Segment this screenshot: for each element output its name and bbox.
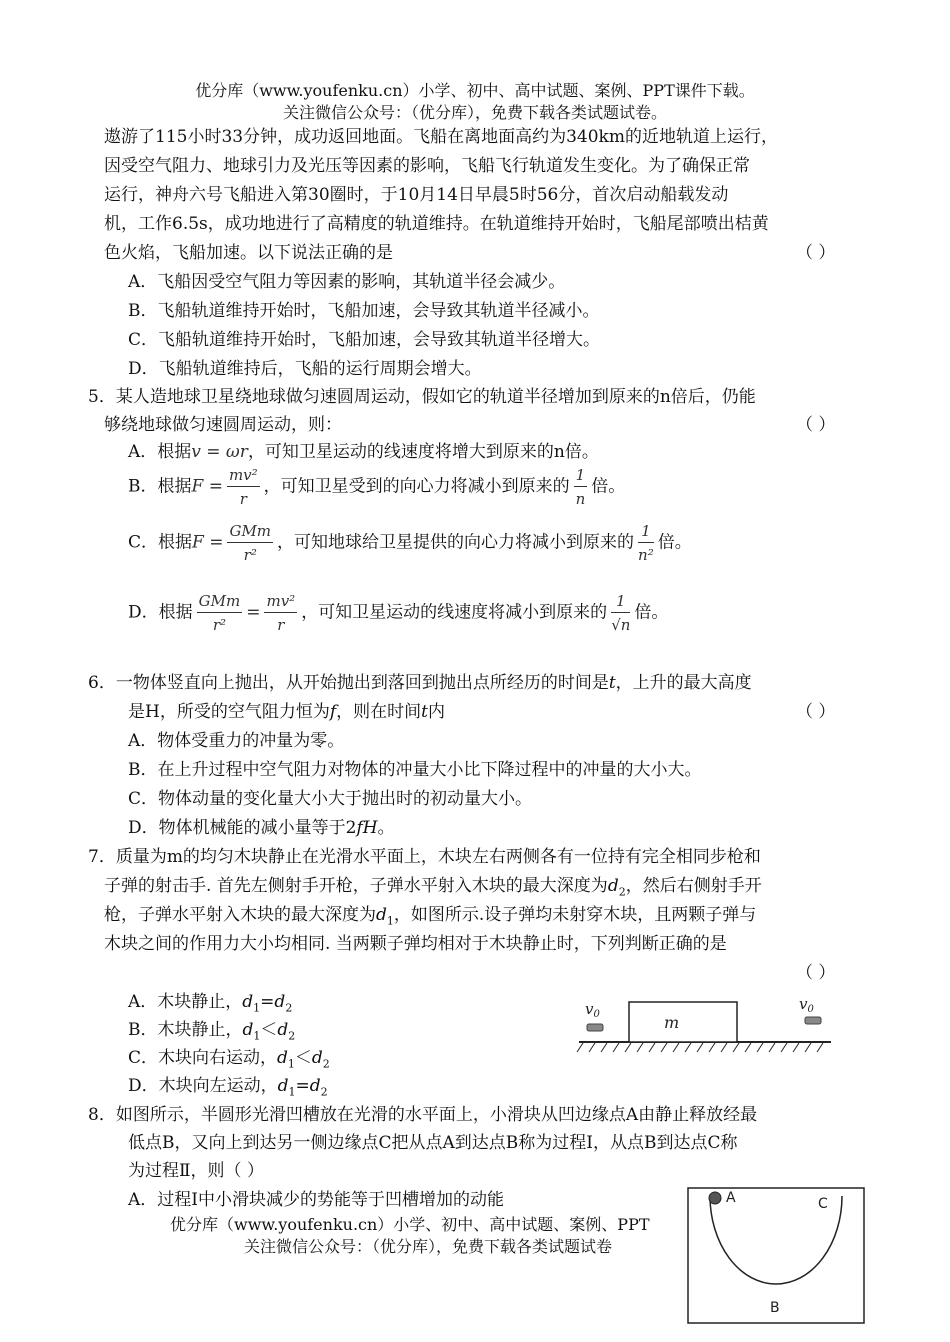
header-line-2: 关注微信公众号：（优分库），免费下载各类试题试卷。 xyxy=(282,103,667,122)
q5-option-d-num2: mv² xyxy=(264,592,297,613)
q5-option-c-post: 倍。 xyxy=(657,532,692,553)
ground-surface xyxy=(577,1042,831,1052)
q5-option-b-lhs: F = xyxy=(191,476,223,497)
q7-option-d-pre: D．木块向左运动， xyxy=(128,1076,278,1096)
q5-answer-paren: （ ） xyxy=(796,415,836,435)
q5-option-d-ratio-num: 1 xyxy=(611,592,630,613)
q5-option-c-ratio-den: n² xyxy=(638,546,654,564)
slider-ball xyxy=(709,1192,721,1204)
q7-option-d-d2: d xyxy=(309,1076,321,1096)
q4-answer-paren: （ ） xyxy=(796,243,836,263)
q7-option-b xyxy=(128,1015,295,1042)
block-mass-label: m xyxy=(664,1013,680,1032)
q5-option-d-ratio-den: √n xyxy=(611,616,631,634)
q5-option-a-pre: A．根据 xyxy=(128,442,192,462)
q7-option-b-pre: B．木块静止， xyxy=(128,1020,243,1040)
q7-figure xyxy=(575,992,837,1062)
q5-option-a-post: ，可知卫星运动的线速度将增大到原来的n倍。 xyxy=(247,442,599,462)
q7-option-c-pre: C．木块向右运动， xyxy=(128,1048,278,1068)
q7-option-d-d1: d xyxy=(277,1076,289,1096)
q5-option-d-lhs-fraction xyxy=(197,592,243,634)
q4-line-4: 机，工作6.5s，成功地进行了高精度的轨道维持。在轨道维持开始时，飞船尾部喷出桔黄 xyxy=(104,214,769,234)
q7-option-c-sub1: 1 xyxy=(287,1057,295,1071)
right-bullet xyxy=(805,1017,821,1024)
q7-option-a-pre: A．木块静止， xyxy=(128,992,243,1012)
q6-option-d-var: fH xyxy=(356,818,378,838)
q6-line-2 xyxy=(128,697,445,722)
q5-option-b-den: r xyxy=(239,490,247,508)
q7-option-b-d2: d xyxy=(277,1020,289,1040)
q7-line-2-post: ，然后右侧射手开 xyxy=(625,876,762,896)
q6-line-1 xyxy=(88,668,752,693)
q7-line-4: 木块之间的作用力大小均相同. 当两颗子弹均相对于木块静止时，下列判断正确的是 xyxy=(104,934,727,954)
q7-line-2 xyxy=(104,871,762,898)
q7-option-a-rel: = xyxy=(260,992,275,1012)
q5-option-c-ratio-num: 1 xyxy=(638,522,654,543)
q7-line-2-sub: 2 xyxy=(618,885,626,899)
q5-option-c-ratio xyxy=(638,522,654,564)
q5-option-b xyxy=(128,466,625,508)
point-a-label: A xyxy=(726,1190,736,1206)
q6-option-d-pre: D．物体机械能的减小量等于2 xyxy=(128,818,357,838)
q5-option-b-pre: B．根据 xyxy=(128,476,192,497)
q7-option-c-d1: d xyxy=(277,1048,288,1068)
q5-option-b-fraction xyxy=(227,466,260,508)
q5-option-b-num: mv² xyxy=(227,466,260,487)
q4-option-a: A．飞船因受空气阻力等因素的影响，其轨道半径会减少。 xyxy=(128,272,566,292)
q4-line-3: 运行，神舟六号飞船进入第30圈时，于10月14日早晨5时56分，首次启动船载发动 xyxy=(104,185,729,205)
q7-option-d-sub1: 1 xyxy=(288,1085,296,1099)
q5-option-c-fraction xyxy=(227,522,273,564)
q5-option-d xyxy=(128,592,668,634)
header-line-1: 优分库（www.youfenku.cn）小学、初中、高中试题、案例、PPT课件下载。 xyxy=(195,81,755,100)
q5-option-b-mid: ，可知卫星受到的向心力将减小到原来的 xyxy=(263,476,570,497)
wood-block xyxy=(629,1002,737,1042)
q7-line-3-post: ，如图所示.设子弹均未射穿木块，且两颗子弹与 xyxy=(393,905,757,925)
right-velocity-label: $v_0$ xyxy=(799,995,814,1015)
q6-option-d-post: 。 xyxy=(377,818,395,838)
q7-option-c-d2: d xyxy=(311,1048,323,1068)
q7-option-b-sub1: 1 xyxy=(253,1029,261,1043)
q5-option-a xyxy=(128,437,599,462)
q6-answer-paren: （ ） xyxy=(796,702,836,722)
q6-var-t-2: t xyxy=(421,702,428,722)
q6-option-c: C．物体动量的变化量大小大于抛出时的初动量大小。 xyxy=(128,789,533,809)
q7-line-3-pre: 枪，子弹水平射入木块的最大深度为 xyxy=(104,905,376,925)
q5-option-d-rhs-fraction xyxy=(264,592,297,634)
q6-option-b: B．在上升过程中空气阻力对物体的冲量大小比下降过程中的冲量的大小大。 xyxy=(128,760,702,780)
q7-option-d xyxy=(128,1071,328,1098)
q7-option-c xyxy=(128,1043,330,1070)
q6-option-a: A．物体受重力的冲量为零。 xyxy=(128,731,345,751)
q6-option-d xyxy=(128,813,395,838)
q7-option-a-d1: d xyxy=(242,992,254,1012)
q7-answer-paren: （ ） xyxy=(796,963,836,983)
q4-option-b: B．飞船轨道维持开始时，飞船加速，会导致其轨道半径减小。 xyxy=(128,301,600,321)
q7-line-2-d: d xyxy=(607,876,619,896)
q7-option-d-sub2: 2 xyxy=(320,1085,328,1099)
q7-line-2-pre: 子弹的射击手. 首先左侧射手开枪，子弹水平射入木块的最大深度为 xyxy=(104,876,608,896)
q7-option-a-sub1: 1 xyxy=(253,1001,261,1015)
q5-option-c-lhs: F = xyxy=(192,532,224,553)
q8-figure xyxy=(686,1186,868,1326)
q7-option-a-sub2: 2 xyxy=(285,1001,293,1015)
left-velocity-label: $v_0$ xyxy=(585,1000,600,1020)
q7-option-d-rel: = xyxy=(295,1076,310,1096)
q5-option-b-post: 倍。 xyxy=(591,476,626,497)
q5-option-d-num1: GMm xyxy=(197,592,243,613)
q7-line-3-d: d xyxy=(376,905,387,925)
q4-line-1: 遨游了115小时33分钟，成功返回地面。飞船在离地面高约为340km的近地轨道上运行， xyxy=(104,127,778,147)
q7-option-b-sub2: 2 xyxy=(288,1029,296,1043)
q5-option-d-post: 倍。 xyxy=(634,602,669,623)
q7-line-1: 7．质量为m的均匀木块静止在光滑水平面上，木块左右两侧各有一位持有完全相同步枪和 xyxy=(88,847,761,867)
q7-line-3 xyxy=(104,900,756,927)
q5-option-d-pre: D．根据 xyxy=(128,602,193,623)
q6-var-t: t xyxy=(608,673,616,693)
q7-option-a xyxy=(128,987,292,1014)
q5-option-d-equals: = xyxy=(246,602,261,623)
point-b-label: B xyxy=(770,1300,780,1316)
q6-line-1-post: ，上升的最大高度 xyxy=(615,673,752,693)
q6-line-2-mid: ，则在时间 xyxy=(336,702,422,722)
q8-line-1: 8．如图所示，半圆形光滑凹槽放在光滑的水平面上，小滑块从凹边缘点A由静止释放经最 xyxy=(88,1105,758,1125)
q5-option-d-mid: ，可知卫星运动的线速度将减小到原来的 xyxy=(301,602,608,623)
q5-line-1: 5．某人造地球卫星绕地球做匀速圆周运动，假如它的轨道半径增加到原来的n倍后，仍能 xyxy=(88,387,756,407)
q6-line-1-pre: 6．一物体竖直向上抛出，从开始抛出到落回到抛出点所经历的时间是 xyxy=(88,673,609,693)
q5-option-c-num: GMm xyxy=(227,522,273,543)
q6-line-2-post: 内 xyxy=(427,702,445,722)
q5-option-c-pre: C．根据 xyxy=(128,532,193,553)
q6-line-2-pre: 是H，所受的空气阻力恒为 xyxy=(128,702,330,722)
q5-option-b-ratio xyxy=(574,466,588,508)
q5-option-d-den1: r² xyxy=(212,616,227,634)
q7-line-3-sub: 1 xyxy=(386,914,394,928)
q5-option-b-ratio-den: n xyxy=(575,490,586,508)
q4-line-2: 因受空气阻力、地球引力及光压等因素的影响，飞船飞行轨道发生变化。为了确保正常 xyxy=(104,156,750,176)
q5-option-d-ratio xyxy=(611,592,630,634)
q4-option-d: D．飞船轨道维持后，飞船的运行周期会增大。 xyxy=(128,359,482,379)
q8-option-a: A．过程Ⅰ中小滑块减少的势能等于凹槽增加的动能 xyxy=(128,1190,504,1210)
q8-line-3: 为过程Ⅱ，则（ ） xyxy=(128,1161,264,1181)
left-bullet xyxy=(587,1024,603,1031)
q5-option-b-ratio-num: 1 xyxy=(574,466,588,487)
q7-option-b-rel: ＜ xyxy=(260,1020,278,1040)
q5-line-2: 够绕地球做匀速圆周运动，则： xyxy=(104,415,342,435)
q5-option-c-den: r² xyxy=(243,546,257,564)
q4-option-c: C．飞船轨道维持开始时，飞船加速，会导致其轨道半径增大。 xyxy=(128,330,601,350)
footer-line-1: 优分库（www.youfenku.cn）小学、初中、高中试题、案例、PPT xyxy=(170,1215,650,1234)
q7-option-a-d2: d xyxy=(274,992,286,1012)
q8-line-2: 低点B，又向上到达另一侧边缘点C把从点A到达点B称为过程Ⅰ，从点B到达点C称 xyxy=(128,1133,738,1153)
q7-option-c-sub2: 2 xyxy=(322,1057,330,1071)
point-c-label: C xyxy=(818,1196,828,1212)
q5-option-d-den2: r xyxy=(277,616,285,634)
q6-var-f: f xyxy=(329,702,337,722)
footer-line-2: 关注微信公众号：（优分库），免费下载各类试题试卷 xyxy=(244,1237,613,1256)
q7-option-b-d1: d xyxy=(242,1020,254,1040)
q7-option-c-rel: ＜ xyxy=(294,1048,312,1068)
q5-option-c xyxy=(128,522,692,564)
q4-line-5: 色火焰，飞船加速。以下说法正确的是 xyxy=(104,243,393,263)
q5-option-c-mid: ，可知地球给卫星提供的向心力将减小到原来的 xyxy=(277,532,635,553)
q5-option-a-formula: v = ωr xyxy=(191,442,248,462)
